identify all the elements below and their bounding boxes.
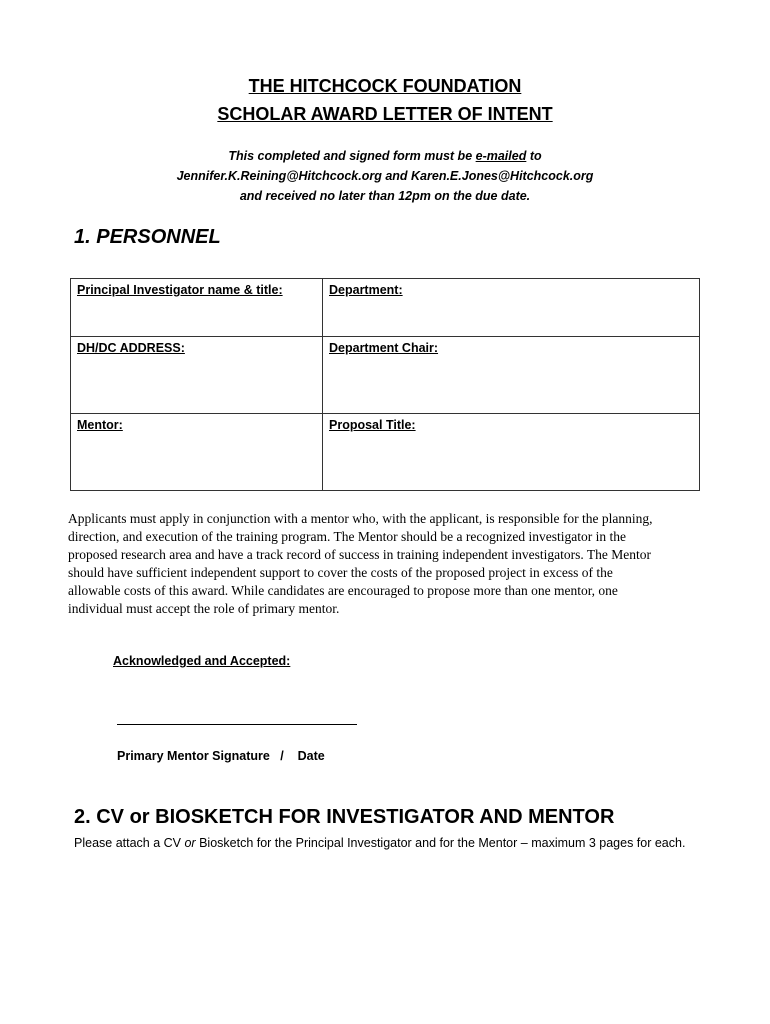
signature-label: Primary Mentor Signature / Date [117, 749, 325, 763]
mentor-field[interactable] [71, 414, 323, 491]
mentor-requirements-paragraph: Applicants must apply in conjunction with a mentor who, with the applicant, is responsible for the planning, direction, and execution of the training program. The Mentor should be a recognized investigator in the proposed research area and have a track record of success in training independent investigators. The Mentor should have sufficient independent support to cover the costs of the proposed project in excess of the allowable costs of this award. While candidates are encouraged to propose more than one mentor, one individual must accept the role of primary mentor. [68, 511, 653, 616]
emailed-text: e-mailed [475, 149, 527, 163]
department-chair-field[interactable] [323, 337, 700, 414]
address-field[interactable] [71, 337, 323, 414]
section-heading-cv: 2. CV or BIOSKETCH FOR INVESTIGATOR AND MENTOR [74, 806, 615, 828]
field-label: Department Chair: [329, 341, 439, 355]
deadline-text: and received no later than 12pm on the due date. [239, 189, 531, 203]
acknowledged-label: Acknowledged and Accepted: [113, 654, 291, 668]
table-row [71, 279, 700, 337]
contact-emails: Jennifer.K.Reining@Hitchcock.org and Karen.E.Jones@Hitchcock.org [176, 169, 594, 183]
cv-text: Please attach a CV [74, 836, 185, 850]
field-label: Mentor: [77, 418, 123, 432]
form-subtitle: SCHOLAR AWARD LETTER OF INTENT [217, 104, 553, 124]
form-title: THE HITCHCOCK FOUNDATION [248, 76, 522, 96]
field-label: Proposal Title: [329, 418, 416, 432]
section-heading-personnel: 1. PERSONNEL [74, 226, 221, 248]
submission-instructions [0, 146, 770, 206]
instruction-text: This completed and signed form must be [228, 149, 476, 163]
personnel-table [70, 278, 700, 491]
table-row [71, 337, 700, 414]
department-field[interactable] [323, 279, 700, 337]
field-label: Department: [329, 283, 403, 297]
table-row [71, 414, 700, 491]
instruction-text: to [526, 149, 542, 163]
signature-line[interactable] [117, 724, 357, 725]
cv-text-or: or [184, 836, 196, 850]
proposal-title-field[interactable] [323, 414, 700, 491]
cv-text: Biosketch for the Principal Investigator and for the Mentor – maximum 3 pages for each. [195, 836, 686, 850]
field-label: DH/DC ADDRESS: [77, 341, 185, 355]
cv-instructions [74, 833, 704, 853]
pi-name-field[interactable] [71, 279, 323, 337]
field-label: Principal Investigator name & title: [77, 283, 283, 297]
